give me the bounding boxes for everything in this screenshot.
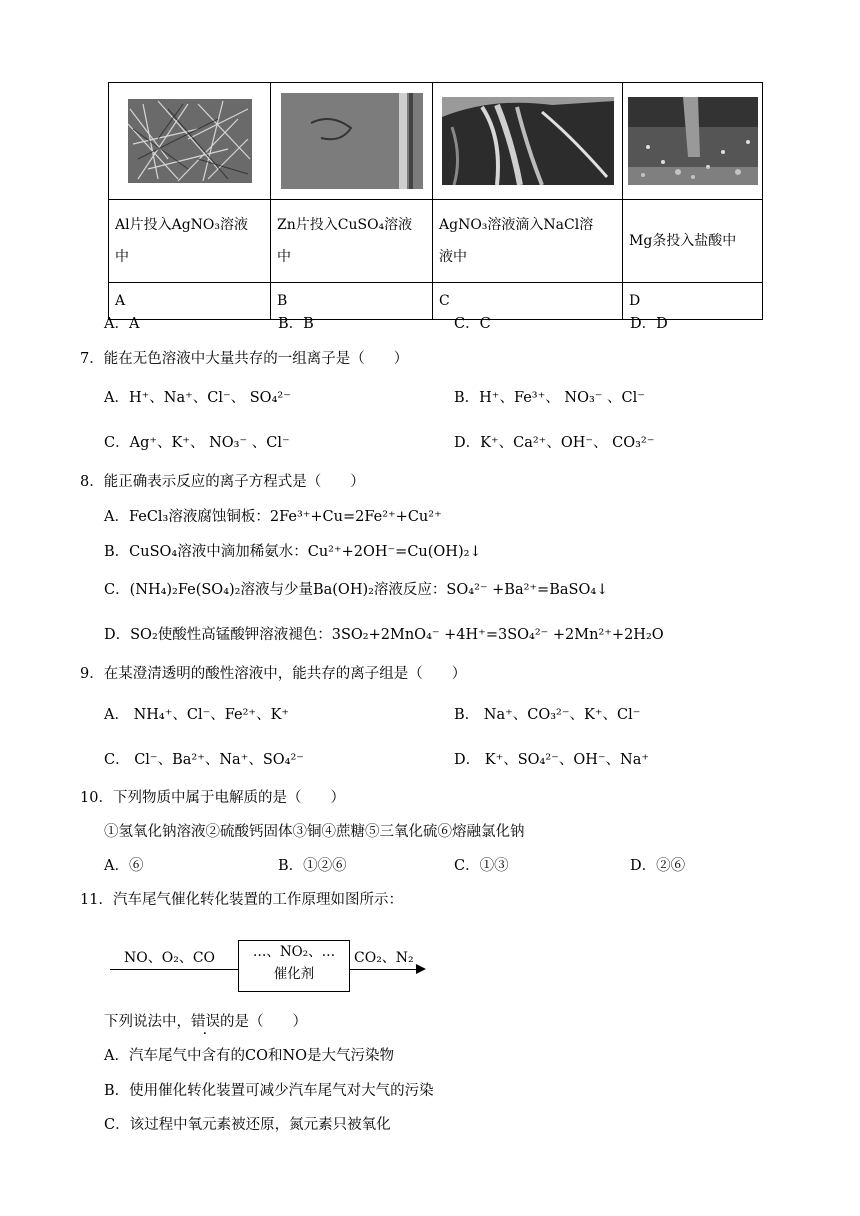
- photo-cell-a: [109, 83, 271, 200]
- q10-stem: 10．下列物质中属于电解质的是（ ）: [80, 790, 345, 806]
- q7-stem: 7．能在无色溶液中大量共存的一组离子是（ ）: [80, 351, 409, 367]
- diagram-output-arrow: [350, 969, 418, 970]
- q9-option-a[interactable]: A． NH₄⁺、Cl⁻、Fe²⁺、K⁺: [104, 707, 290, 723]
- q7-option-b[interactable]: B．H⁺、Fe³⁺、 NO₃⁻ 、Cl⁻: [454, 390, 645, 406]
- label-d: D: [623, 283, 763, 320]
- q10-option-b[interactable]: B．①②⑥: [278, 858, 347, 874]
- q11-stem: 11．汽车尾气催化转化装置的工作原理如图所示：: [80, 892, 403, 908]
- q10-option-d[interactable]: D．②⑥: [630, 858, 686, 874]
- caption-c: AgNO₃溶液滴入NaCl溶 液中: [433, 200, 623, 283]
- photo-al-agno3: [128, 99, 252, 183]
- q6-option-a[interactable]: A．A: [104, 316, 140, 332]
- q8-stem: 8．能正确表示反应的离子方程式是（ ）: [80, 474, 365, 490]
- q10-option-a[interactable]: A．⑥: [104, 858, 144, 874]
- diagram-arrow-head: [416, 964, 426, 974]
- q11-option-c[interactable]: C．该过程中氧元素被还原，氮元素只被氧化: [104, 1117, 391, 1133]
- q9-stem: 9．在某澄清透明的酸性溶液中，能共存的离子组是（ ）: [80, 666, 467, 682]
- photo-mg-hcl: [628, 97, 758, 185]
- label-a: A: [109, 283, 271, 320]
- diagram-box-top: …、NO₂、…: [252, 944, 336, 960]
- caption-d: Mg条投入盐酸中: [623, 200, 763, 283]
- diagram-input-arrow: [110, 969, 238, 970]
- q11-emphasis: 错误: [191, 1014, 220, 1030]
- q6-option-c[interactable]: C．C: [454, 316, 491, 332]
- diagram-box-bottom: 催化剂: [273, 966, 315, 982]
- q9-option-c[interactable]: C． Cl⁻、Ba²⁺、Na⁺、SO₄²⁻: [104, 752, 304, 768]
- caption-a: Al片投入AgNO₃溶液 中: [109, 200, 271, 283]
- q11-option-a[interactable]: A．汽车尾气中含有的CO和NO是大气污染物: [104, 1048, 395, 1064]
- q9-option-d[interactable]: D． K⁺、SO₄²⁻、OH⁻、Na⁺: [454, 752, 649, 768]
- q8-option-d[interactable]: D．SO₂使酸性高锰酸钾溶液褪色：3SO₂+2MnO₄⁻ +4H⁺=3SO₄²⁻ +2Mn²⁺+2H₂O: [104, 627, 664, 643]
- diagram-input-label: NO、O₂、CO: [124, 950, 216, 966]
- q6-option-d[interactable]: D．D: [630, 316, 668, 332]
- q8-option-c[interactable]: C．(NH₄)₂Fe(SO₄)₂溶液与少量Ba(OH)₂溶液反应：SO₄²⁻ +Ba²⁺=BaSO₄↓: [104, 582, 609, 598]
- q10-items: ①氢氧化钠溶液②硫酸钙固体③铜④蔗糖⑤三氧化硫⑥熔融氯化钠: [104, 824, 525, 840]
- q7-option-c[interactable]: C．Ag⁺、K⁺、 NO₃⁻ 、Cl⁻: [104, 435, 290, 451]
- q8-option-a[interactable]: A．FeCl₃溶液腐蚀铜板：2Fe³⁺+Cu=2Fe²⁺+Cu²⁺: [104, 509, 442, 525]
- label-b: B: [271, 283, 433, 320]
- q6-option-b[interactable]: B．B: [278, 316, 314, 332]
- q8-option-b[interactable]: B．CuSO₄溶液中滴加稀氨水：Cu²⁺+2OH⁻=Cu(OH)₂↓: [104, 544, 482, 560]
- caption-b: Zn片投入CuSO₄溶液 中: [271, 200, 433, 283]
- q11-option-b[interactable]: B．使用催化转化装置可减少汽车尾气对大气的污染: [104, 1083, 434, 1099]
- q9-option-b[interactable]: B． Na⁺、CO₃²⁻、K⁺、Cl⁻: [454, 707, 641, 723]
- experiment-table: [108, 82, 763, 320]
- photo-cell-d: [623, 83, 763, 200]
- photo-cell-b: [271, 83, 433, 200]
- q10-option-c[interactable]: C．①③: [454, 858, 509, 874]
- diagram-output-label: CO₂、N₂: [354, 950, 414, 966]
- photo-zn-cuso4: [281, 93, 423, 189]
- q7-option-d[interactable]: D．K⁺、Ca²⁺、OH⁻、 CO₃²⁻: [454, 435, 655, 451]
- q7-option-a[interactable]: A．H⁺、Na⁺、Cl⁻、 SO₄²⁻: [104, 390, 291, 406]
- q11-prompt: 下列说法中，错误的是（ ）: [104, 1014, 307, 1030]
- photo-agno3-nacl: [442, 97, 614, 185]
- photo-cell-c: [433, 83, 623, 200]
- label-c: C: [433, 283, 623, 320]
- diagram-catalyst-box: [238, 940, 350, 992]
